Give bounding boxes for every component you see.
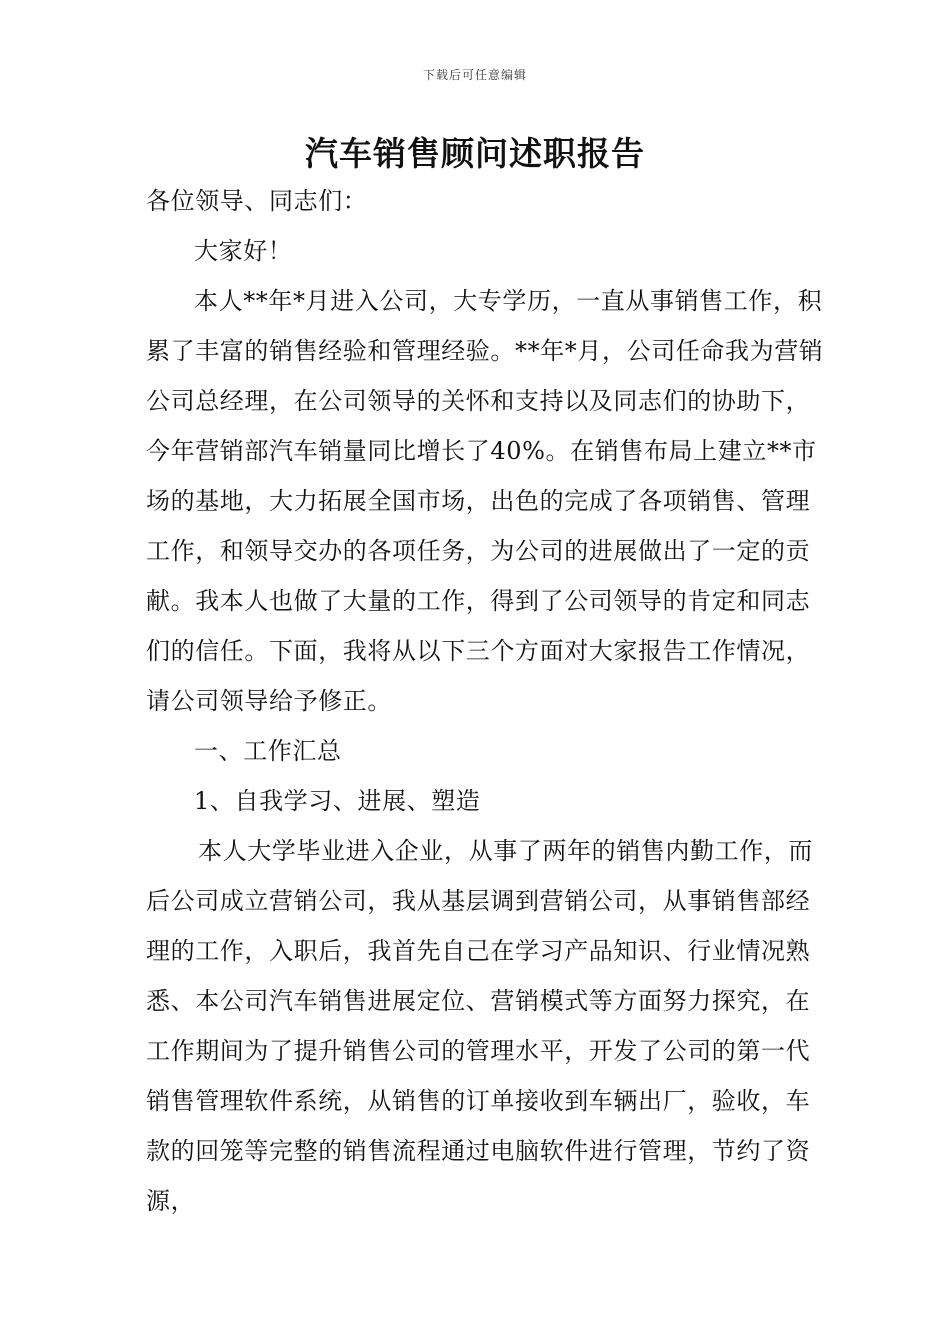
subsection-heading: 1、自我学习、进展、塑造: [194, 787, 481, 815]
salutation: 各位领导、同志们：: [146, 187, 368, 215]
greeting: 大家好！: [194, 237, 293, 265]
paragraph-self-learning: 本人大学毕业进入企业，从事了两年的销售内勤工作，而后公司成立营销公司，我从基层调到营销公司，从事销售部经理的工作，入职后，我首先自己在学习产品知识、行业情况熟悉、本公司汽车销售进展定位、营销模式等方面努力探究，在工作期间为了提升销售公司的管理水平，开发了公司的第一代销售管理软件系统，从销售的订单接收到车辆出厂，验收，车款的回笼等完整的销售流程通过电脑软件进行管理，节约了资源，: [146, 837, 813, 1215]
document-body: [146, 176, 826, 1226]
paragraph-intro: 本人**年*月进入公司，大专学历，一直从事销售工作，积累了丰富的销售经验和管理经验。**年*月，公司任命我为营销公司总经理，在公司领导的关怀和支持以及同志们的协助下，今年营销部汽车销量同比增长了40%。在销售布局上建立**市场的基地，大力拓展全国市场，出色的完成了各项销售、管理工作，和领导交办的各项任务，为公司的进展做出了一定的贡献。我本人也做了大量的工作，得到了公司领导的肯定和同志们的信任。下面，我将从以下三个方面对大家报告工作情况，请公司领导给予修正。: [146, 287, 824, 715]
header-note: 下载后可任意编辑: [422, 68, 527, 82]
section-heading: 一、工作汇总: [194, 737, 342, 765]
document-title: 汽车销售顾问述职报告: [305, 134, 645, 173]
